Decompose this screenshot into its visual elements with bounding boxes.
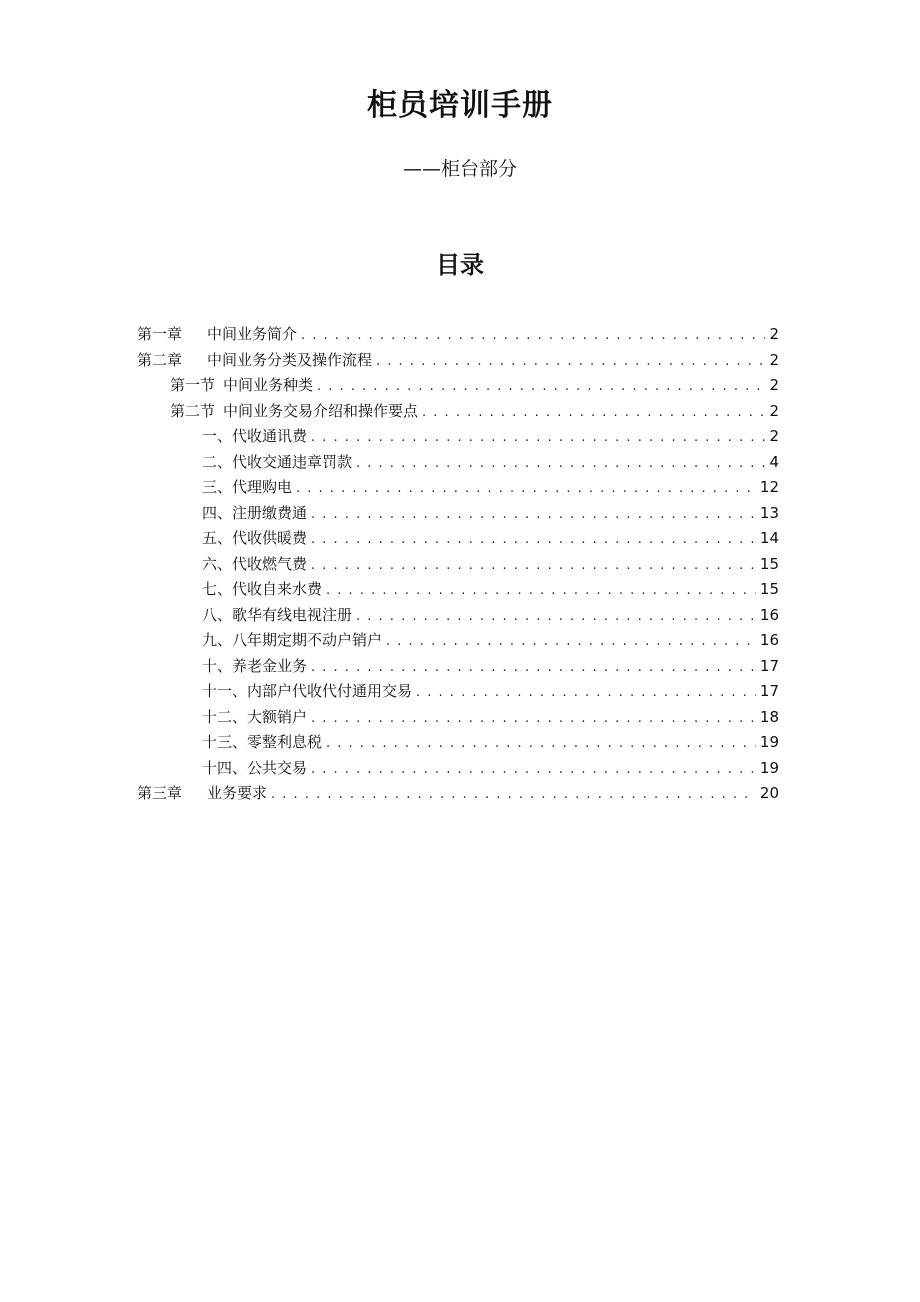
- toc-entry[interactable]: [0, 603, 779, 629]
- toc-entry-label: [202, 526, 307, 552]
- toc-entry-label: [202, 679, 412, 705]
- toc-entry-label: [137, 322, 297, 348]
- toc-entry[interactable]: [0, 756, 779, 782]
- toc-entry-label: [202, 628, 382, 654]
- toc-entry-label: [202, 705, 307, 731]
- table-of-contents: [0, 322, 920, 807]
- dot-leader: [317, 374, 765, 400]
- dot-leader: [416, 680, 756, 706]
- toc-entry[interactable]: [0, 399, 779, 425]
- dot-leader: [326, 731, 756, 757]
- toc-entry-title: 七、代收自来水费: [202, 580, 323, 598]
- toc-page-number: 2: [769, 401, 779, 420]
- toc-entry-label: [202, 756, 307, 782]
- toc-entry-label: [202, 730, 322, 756]
- dot-leader: [311, 655, 756, 681]
- section-number: 第二节: [170, 401, 216, 420]
- toc-entry[interactable]: [0, 628, 779, 654]
- toc-entry-label: [202, 501, 307, 527]
- toc-page-number: 17: [759, 682, 779, 700]
- toc-page-number: 12: [759, 478, 779, 496]
- toc-entry-title: 十二、大额销户: [202, 707, 308, 726]
- toc-page-number: 2: [769, 325, 779, 343]
- toc-entry-label: [137, 781, 267, 807]
- toc-entry-title: 中间业务简介: [207, 325, 298, 343]
- toc-entry-label: [202, 424, 307, 450]
- dot-leader: [311, 425, 765, 451]
- toc-entry[interactable]: [0, 679, 779, 705]
- toc-page-number: 4: [769, 452, 779, 471]
- toc-entry[interactable]: [0, 475, 779, 501]
- toc-page-number: 19: [759, 758, 779, 777]
- toc-entry-title: 一、代收通讯费: [202, 427, 308, 445]
- dot-leader: [296, 476, 756, 502]
- toc-entry-title: 中间业务种类: [223, 376, 314, 394]
- toc-page-number: 15: [759, 554, 779, 573]
- toc-entry[interactable]: [0, 373, 779, 399]
- toc-heading: 目录: [436, 251, 484, 279]
- toc-entry-title: 四、注册缴费通: [202, 503, 308, 522]
- toc-entry-label: [202, 450, 352, 476]
- toc-entry-title: 八、歌华有线电视注册: [202, 605, 353, 624]
- toc-entry-title: 五、代收供暖费: [202, 529, 308, 547]
- toc-entry[interactable]: [0, 424, 779, 450]
- toc-entry[interactable]: [0, 552, 779, 578]
- dot-leader: [271, 782, 756, 808]
- toc-page-number: 20: [759, 784, 779, 802]
- toc-entry[interactable]: [0, 348, 779, 374]
- toc-entry-label: [137, 348, 372, 374]
- section-number: 第一节: [170, 376, 216, 394]
- toc-page-number: 18: [759, 707, 779, 726]
- toc-page-number: 14: [759, 529, 779, 547]
- toc-entry-label: [170, 399, 418, 425]
- chapter-number: 第三章: [137, 784, 183, 802]
- toc-entry-title: 三、代理购电: [202, 478, 293, 496]
- dot-leader: [422, 400, 765, 426]
- toc-entry-title: 中间业务交易介绍和操作要点: [223, 401, 419, 420]
- toc-entry-title: 业务要求: [207, 784, 268, 802]
- dot-leader: [311, 553, 756, 579]
- toc-entry-title: 十三、零整利息税: [202, 733, 323, 751]
- toc-page-number: 16: [759, 605, 779, 624]
- toc-entry[interactable]: [0, 322, 779, 348]
- toc-entry[interactable]: [0, 577, 779, 603]
- toc-page-number: 15: [759, 580, 779, 598]
- dot-leader: [376, 349, 765, 375]
- chapter-number: 第一章: [137, 325, 183, 343]
- toc-page-number: 13: [759, 503, 779, 522]
- toc-entry[interactable]: [0, 781, 779, 807]
- toc-page-number: 16: [759, 631, 779, 649]
- toc-page-number: 17: [759, 656, 779, 675]
- toc-page-number: 2: [769, 350, 779, 369]
- toc-entry-title: 十、养老金业务: [202, 656, 308, 675]
- toc-page-number: 2: [769, 427, 779, 445]
- toc-entry-title: 十一、内部户代收代付通用交易: [202, 682, 413, 700]
- toc-entry[interactable]: [0, 450, 779, 476]
- document-subtitle: ——柜台部分: [402, 158, 517, 180]
- dot-leader: [386, 629, 756, 655]
- toc-page-number: 19: [759, 733, 779, 751]
- toc-page-number: 2: [769, 376, 779, 394]
- dot-leader: [326, 578, 756, 604]
- toc-entry[interactable]: [0, 526, 779, 552]
- toc-entry-label: [202, 603, 352, 629]
- toc-entry[interactable]: [0, 501, 779, 527]
- toc-entry[interactable]: [0, 730, 779, 756]
- toc-entry[interactable]: [0, 654, 779, 680]
- toc-entry-title: 九、八年期定期不动户销户: [202, 631, 383, 649]
- dot-leader: [356, 451, 765, 477]
- toc-entry-label: [202, 654, 307, 680]
- dot-leader: [356, 604, 756, 630]
- dot-leader: [311, 706, 756, 732]
- dot-leader: [311, 502, 756, 528]
- toc-entry-label: [202, 552, 307, 578]
- toc-entry-title: 中间业务分类及操作流程: [207, 350, 373, 369]
- dot-leader: [311, 757, 756, 783]
- dot-leader: [311, 527, 756, 553]
- chapter-number: 第二章: [137, 350, 183, 369]
- toc-entry-label: [202, 475, 292, 501]
- dot-leader: [301, 323, 765, 349]
- toc-entry-title: 六、代收燃气费: [202, 554, 308, 573]
- toc-entry-label: [170, 373, 313, 399]
- toc-entry-label: [202, 577, 322, 603]
- toc-entry[interactable]: [0, 705, 779, 731]
- document-title: 柜员培训手册: [367, 88, 553, 123]
- toc-entry-title: 二、代收交通违章罚款: [202, 452, 353, 471]
- toc-entry-title: 十四、公共交易: [202, 758, 308, 777]
